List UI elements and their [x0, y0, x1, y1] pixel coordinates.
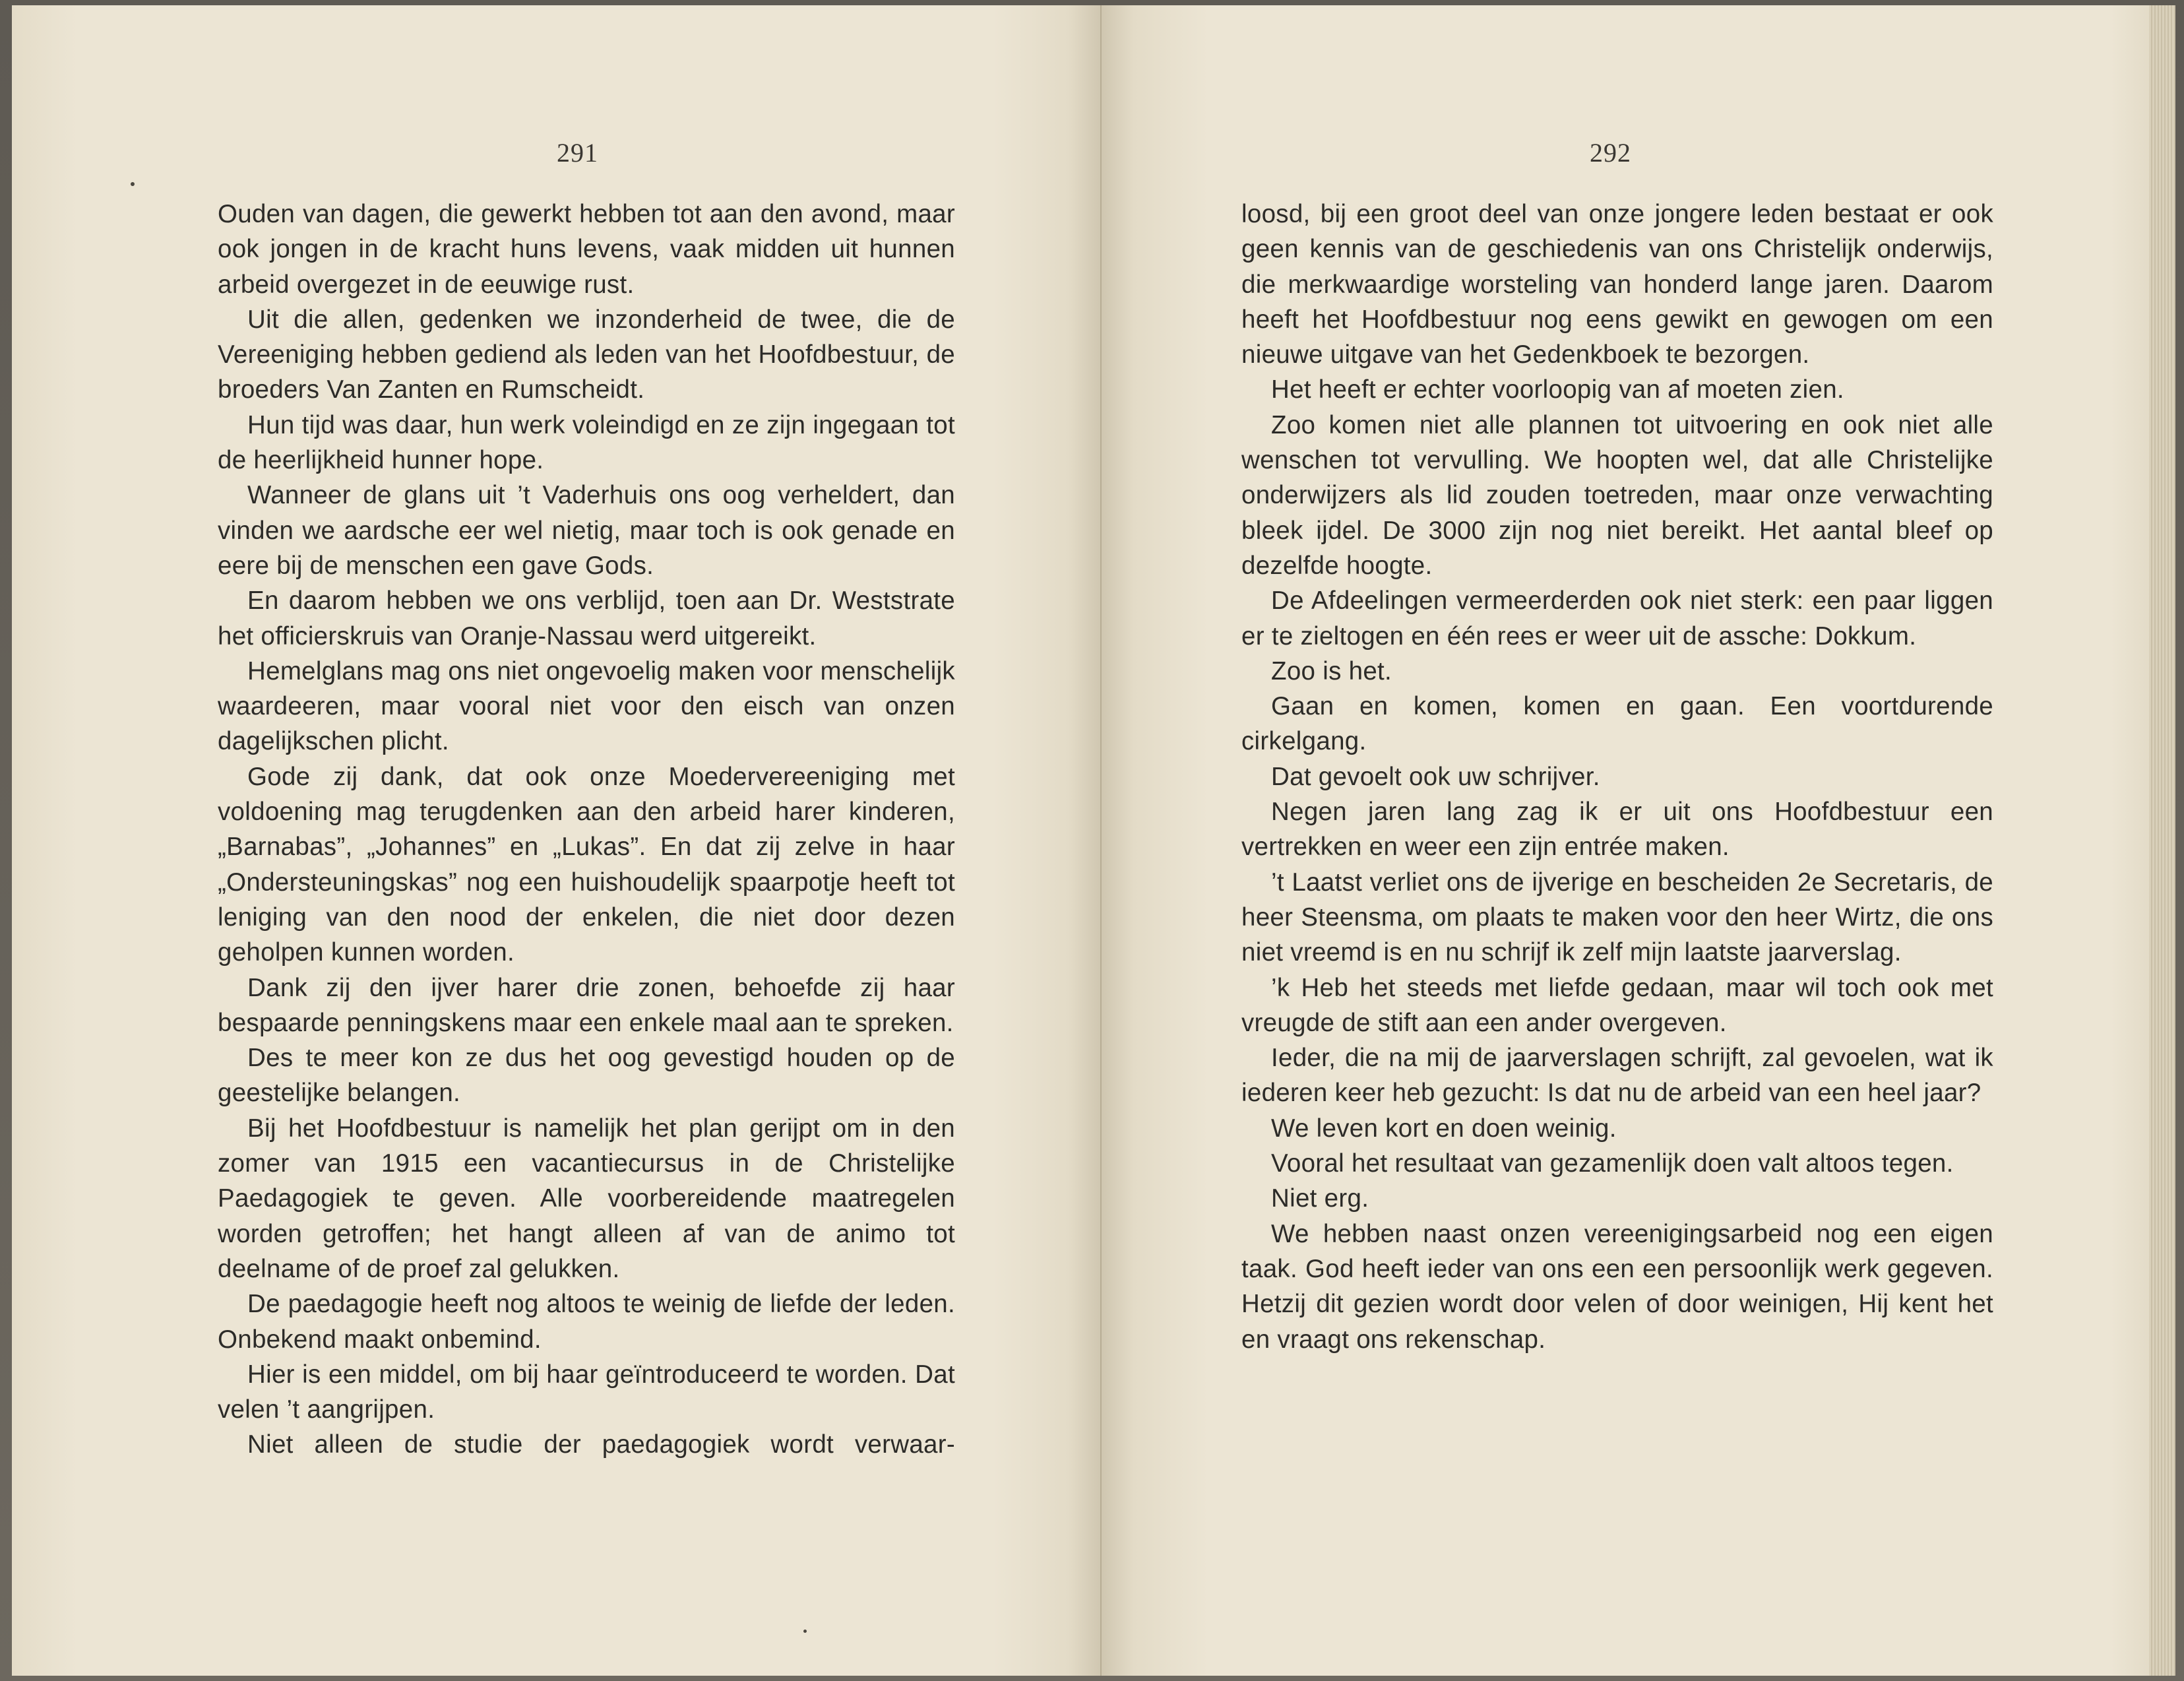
paragraph: Niet erg. [1271, 1184, 1369, 1213]
paragraph: Ieder, die na mij de jaarverslagen schrijft, zal gevoelen, wat ik iederen keer heb gezucht: Is dat nu de arbeid van een heel jaar? [1241, 1044, 1993, 1108]
paragraph: Vooral het resultaat van gezamenlijk doen valt altoos tegen. [1271, 1149, 1954, 1178]
paragraph: Uit die allen, gedenken we inzonderheid de twee, die de Vereeniging hebben gediend als leden van het Hoofdbestuur, de broeders Van Zanten en Rumscheidt. [218, 305, 955, 404]
open-book [12, 5, 2175, 1676]
paper-speck [803, 1630, 807, 1633]
paragraph: Niet alleen de studie der paedagogiek wordt verwaar- [247, 1430, 955, 1459]
paragraph: Ouden van dagen, die gewerkt hebben tot aan den avond, maar ook jongen in de kracht huns levens, vaak midden uit hunnen arbeid overgezet in de eeuwige rust. [218, 200, 955, 299]
paragraph: Dat gevoelt ook uw schrijver. [1271, 762, 1600, 791]
paragraph: Dank zij den ijver harer drie zonen, behoefde zij haar bespaarde penningskens maar een enkele maal aan te spreken. [218, 973, 955, 1037]
paragraph: De Afdeelingen vermeerderden ook niet sterk: een paar liggen er te zieltogen en één rees er weer uit de assche: Dokkum. [1241, 587, 1993, 650]
paragraph: Hier is een middel, om bij haar geïntroduceerd te worden. Dat velen ’t aangrijpen. [218, 1360, 955, 1424]
paragraph: We leven kort en doen weinig. [1271, 1114, 1617, 1143]
paragraph: Wanneer de glans uit ’t Vaderhuis ons oog verheldert, dan vinden we aardsche eer wel nietig, maar toch is ook genade en eere bij de menschen een gave Gods. [218, 481, 955, 580]
page-stack-edge [2149, 5, 2175, 1676]
paragraph: Zoo is het. [1271, 656, 1392, 685]
paragraph: ’k Heb het steeds met liefde gedaan, maar wil toch ook met vreugde de stift aan een ander overgeven. [1241, 973, 1993, 1037]
paragraph: Negen jaren lang zag ik er uit ons Hoofdbestuur een vertrekken en weer een zijn entrée maken. [1241, 798, 1993, 862]
paragraph: De paedagogie heeft nog altoos te weinig de liefde der leden. Onbekend maakt onbemind. [218, 1290, 955, 1354]
paragraph: We hebben naast onzen vereenigingsarbeid nog een eigen taak. God heeft ieder van ons een een persoonlijk werk gegeven. Hetzij dit gezien wordt door velen of door weinigen, Hij kent het en vraagt ons rekenschap. [1241, 1219, 1993, 1354]
paragraph: En daarom hebben we ons verblijd, toen aan Dr. Weststrate het officierskruis van Oranje-Nassau werd uitgereikt. [218, 587, 955, 650]
left-page-text [218, 197, 955, 1463]
paragraph: Gode zij dank, dat ook onze Moedervereeniging met voldoening mag terugdenken aan den arbeid harer kinderen, „Barnabas”, „Johannes” en „Lukas”. En dat zij zelve in haar „Ondersteuningskas” nog een huishoudelijk spaarpotje heeft tot leniging van den nood der enkelen, die niet door dezen geholpen kunnen worden. [218, 762, 955, 967]
paragraph: Gaan en komen, komen en gaan. Een voortdurende cirkelgang. [1241, 692, 1993, 756]
page-number-left: 291 [557, 138, 598, 168]
paragraph: Het heeft er echter voorloopig van af moeten zien. [1271, 375, 1844, 404]
paragraph: loosd, bij een groot deel van onze jongere leden bestaat er ook geen kennis van de geschiedenis van ons Christelijk onderwijs, die merkwaardige worsteling van honderd lange jaren. Daarom heeft het Hoofdbestuur nog eens gewikt en gewogen om een nieuwe uitgave van het Gedenkboek te bezorgen. [1241, 200, 1993, 369]
paragraph: Bij het Hoofdbestuur is namelijk het plan gerijpt om in den zomer van 1915 een vacantiecursus in de Christelijke Paedagogiek te geven. Alle voorbereidende maatregelen worden getroffen; het hangt alleen af van de animo tot deelname of de proef zal gelukken. [218, 1114, 955, 1283]
paper-speck [131, 182, 135, 186]
right-page-text [1241, 197, 1993, 1357]
right-page [1102, 5, 2175, 1676]
left-page [12, 5, 1102, 1676]
paragraph: Hemelglans mag ons niet ongevoelig maken voor menschelijk waardeeren, maar vooral niet voor den eisch van onzen dagelijkschen plicht. [218, 656, 955, 756]
page-number-right: 292 [1590, 138, 1631, 168]
paragraph: Hun tijd was daar, hun werk voleindigd en ze zijn ingegaan tot de heerlijkheid hunner hope. [218, 410, 955, 475]
paragraph: Des te meer kon ze dus het oog gevestigd houden op de geestelijke belangen. [218, 1044, 955, 1108]
paragraph: Zoo komen niet alle plannen tot uitvoering en ook niet alle wenschen tot vervulling. We hoopten wel, dat alle Christelijke onderwijzers als lid zouden toetreden, maar onze verwachting bleek ijdel. De 3000 zijn nog niet bereikt. Het aantal bleef op dezelfde hoogte. [1241, 410, 1993, 580]
paragraph: ’t Laatst verliet ons de ijverige en bescheiden 2e Secretaris, de heer Steensma, om plaats te maken voor den heer Wirtz, die ons niet vreemd is en nu schrijf ik zelf mijn laatste jaarverslag. [1241, 868, 1993, 967]
